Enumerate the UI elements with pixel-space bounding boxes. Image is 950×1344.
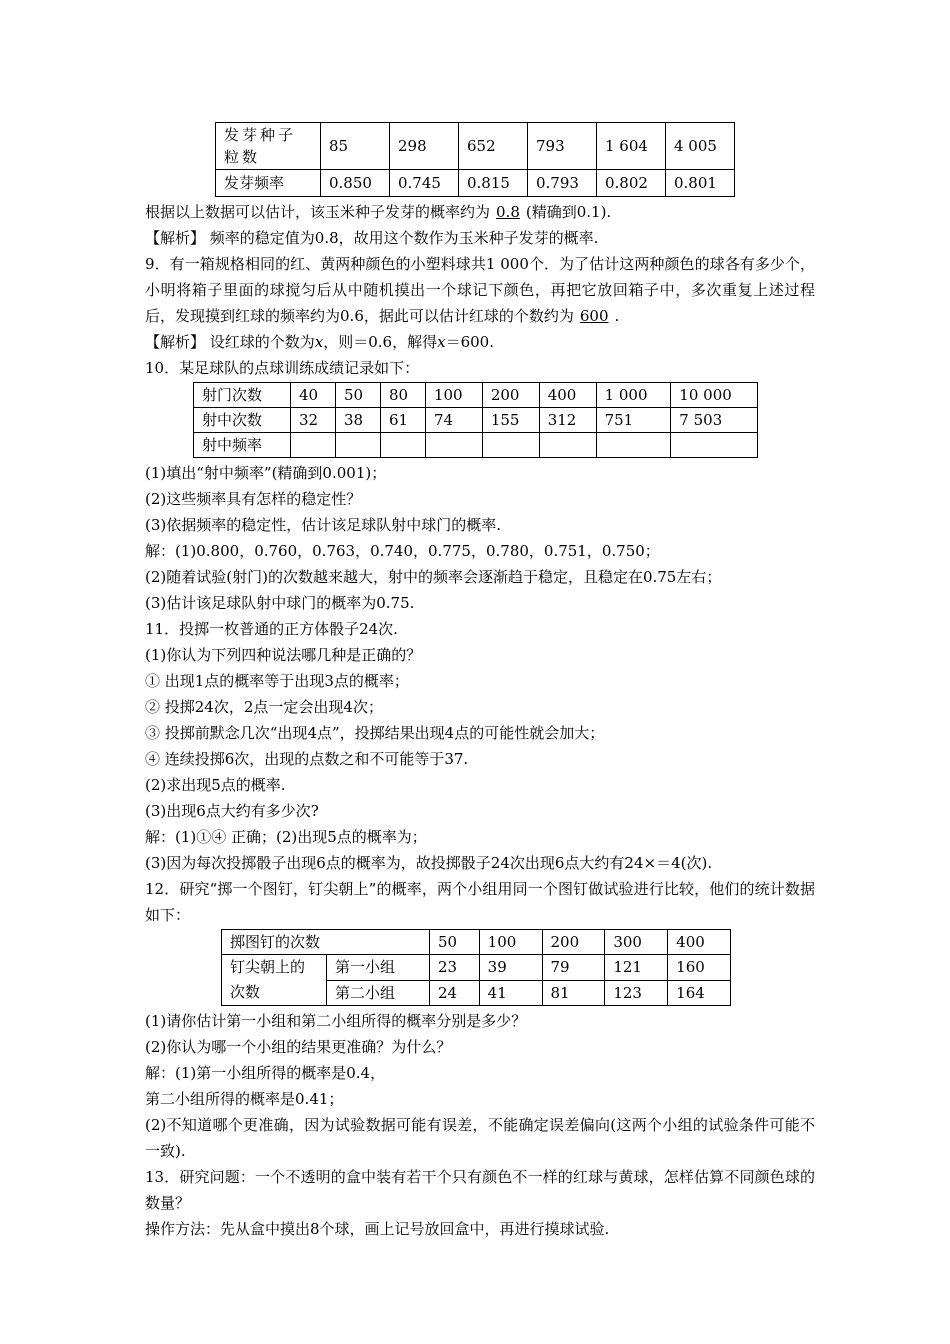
table-cell: 300 bbox=[605, 930, 668, 955]
text-line: ④ 连续投掷6次，出现的点数之和不可能等于37. bbox=[145, 750, 469, 768]
table-cell: 32 bbox=[291, 408, 336, 433]
question-12-intro: 12．研究“掷一个图钉，钉尖朝上”的概率，两个小组用同一个图钉做试验进行比较，他们的统计数据如下： bbox=[145, 880, 815, 924]
table-cell: 155 bbox=[482, 408, 539, 433]
table-cell: 61 bbox=[380, 408, 425, 433]
analysis-line: 【解析】 设红球的个数为x，则＝0.6，解得x＝600. bbox=[145, 333, 494, 351]
analysis-line: 【解析】 频率的稳定值为0.8，故用这个数作为玉米种子发芽的概率. bbox=[145, 229, 599, 247]
table-cell: 射门次数 bbox=[194, 383, 291, 408]
text-line: (2)求出现5点的概率. bbox=[145, 776, 286, 794]
table-row bbox=[222, 930, 731, 955]
text-line: 解：(1)第一小组所得的概率是0.4， bbox=[145, 1064, 386, 1082]
answer-blank: 0.8 bbox=[496, 203, 520, 221]
table-cell: 第一小组 bbox=[327, 955, 430, 981]
table-cell: 1 000 bbox=[596, 383, 671, 408]
text-line: (3)依据频率的稳定性，估计该足球队射中球门的概率. bbox=[145, 516, 502, 534]
table-cell: 74 bbox=[425, 408, 482, 433]
table-row bbox=[216, 170, 735, 197]
table-cell: 160 bbox=[668, 955, 731, 981]
thumbtack-table bbox=[221, 929, 731, 1006]
shooting-table bbox=[193, 382, 758, 458]
table-cell: 0.745 bbox=[390, 170, 459, 197]
question-13-intro: 13．研究问题：一个不透明的盒中装有若干个只有颜色不一样的红球与黄球，怎样估算不同颜色球的数量？ bbox=[145, 1168, 815, 1212]
table-cell: 400 bbox=[668, 930, 731, 955]
table-cell: 0.801 bbox=[666, 170, 735, 197]
table-row bbox=[194, 408, 758, 433]
table-cell bbox=[380, 433, 425, 458]
table-cell: 0.793 bbox=[528, 170, 597, 197]
question-9: 9．有一箱规格相同的红、黄两种颜色的小塑料球共1 000个．为了估计这两种颜色的球各有多少个，小明将箱子里面的球搅匀后从中随机摸出一个球记下颜色，再把它放回箱子中，多次重复上述过程后，发现摸到红球的频率约为0.6，据此可以估计红球的个数约为 600 . bbox=[145, 255, 815, 325]
table-row bbox=[216, 123, 735, 170]
germination-table bbox=[215, 122, 735, 197]
text-line: (2)这些频率具有怎样的稳定性？ bbox=[145, 490, 362, 508]
table-cell: 100 bbox=[425, 383, 482, 408]
table-cell: 发芽种子粒数 bbox=[216, 123, 321, 170]
table-cell: 7 503 bbox=[671, 408, 758, 433]
text-line: (2)随着试验(射门)的次数越来越大，射中的频率会逐渐趋于稳定，且稳定在0.75左右； bbox=[145, 568, 722, 586]
text-line: (2)你认为哪一个小组的结果更准确？为什么？ bbox=[145, 1038, 452, 1056]
table-cell bbox=[539, 433, 596, 458]
table-cell: 50 bbox=[430, 930, 480, 955]
table-cell bbox=[671, 433, 758, 458]
table-cell: 81 bbox=[542, 980, 605, 1006]
table-cell: 射中频率 bbox=[194, 433, 291, 458]
table-cell bbox=[291, 433, 336, 458]
table-cell: 第二小组 bbox=[327, 980, 430, 1006]
table-cell: 85 bbox=[321, 123, 390, 170]
text-line: (3)出现6点大约有多少次? bbox=[145, 802, 319, 820]
table-cell: 80 bbox=[380, 383, 425, 408]
table-cell bbox=[482, 433, 539, 458]
table-cell: 0.815 bbox=[459, 170, 528, 197]
table-cell: 0.850 bbox=[321, 170, 390, 197]
table-cell: 射中次数 bbox=[194, 408, 291, 433]
table-cell: 掷图钉的次数 bbox=[222, 930, 430, 955]
table-cell bbox=[596, 433, 671, 458]
text-line: ③ 投掷前默念几次“出现4点”，投掷结果出现4点的可能性就会加大； bbox=[145, 724, 605, 742]
table-row bbox=[194, 383, 758, 408]
text-line: (1)请你估计第一小组和第二小组所得的概率分别是多少？ bbox=[145, 1012, 527, 1030]
table-row bbox=[194, 433, 758, 458]
text-line: 操作方法：先从盒中摸出8个球，画上记号放回盒中，再进行摸球试验. bbox=[145, 1220, 610, 1238]
table-cell: 164 bbox=[668, 980, 731, 1006]
text-line: ① 出现1点的概率等于出现3点的概率； bbox=[145, 672, 409, 690]
table-cell: 652 bbox=[459, 123, 528, 170]
table-cell: 23 bbox=[430, 955, 480, 981]
text-line: (1)你认为下列四种说法哪几种是正确的？ bbox=[145, 646, 422, 664]
text-line: (3)估计该足球队射中球门的概率为0.75. bbox=[145, 594, 415, 612]
text-line: 解：(1)0.800，0.760，0.763，0.740，0.775，0.780，0.751，0.750； bbox=[145, 542, 660, 560]
table-cell: 1 604 bbox=[597, 123, 666, 170]
estimate-line: 根据以上数据可以估计，该玉米种子发芽的概率约为 0.8 (精确到0.1). bbox=[145, 203, 612, 221]
table-cell: 100 bbox=[479, 930, 542, 955]
text-line: 11．投掷一枚普通的正方体骰子24次. bbox=[145, 620, 398, 638]
table-cell: 121 bbox=[605, 955, 668, 981]
table-cell: 200 bbox=[542, 930, 605, 955]
table-cell: 123 bbox=[605, 980, 668, 1006]
table-cell: 38 bbox=[335, 408, 380, 433]
table-cell: 24 bbox=[430, 980, 480, 1006]
table-cell bbox=[425, 433, 482, 458]
table-cell: 79 bbox=[542, 955, 605, 981]
table-cell: 40 bbox=[291, 383, 336, 408]
table-cell: 10 000 bbox=[671, 383, 758, 408]
table-cell: 41 bbox=[479, 980, 542, 1006]
table-cell: 400 bbox=[539, 383, 596, 408]
text-paragraph: (2)不知道哪个更准确，因为试验数据可能有误差，不能确定误差偏向(这两个小组的试验条件可能不一致). bbox=[145, 1116, 815, 1160]
table-cell: 298 bbox=[390, 123, 459, 170]
table-cell: 793 bbox=[528, 123, 597, 170]
text-line: (3)因为每次投掷骰子出现6点的概率为，故投掷骰子24次出现6点大约有24×＝4(次). bbox=[145, 854, 713, 872]
table-cell: 0.802 bbox=[597, 170, 666, 197]
table-row bbox=[222, 955, 731, 981]
table-cell: 200 bbox=[482, 383, 539, 408]
table-cell: 312 bbox=[539, 408, 596, 433]
text-line: ② 投掷24次，2点一定会出现4次； bbox=[145, 698, 383, 716]
document-page bbox=[145, 122, 815, 1242]
question-10-title: 10．某足球队的点球训练成绩记录如下： bbox=[145, 359, 420, 377]
text-line: 解：(1)①④ 正确；(2)出现5点的概率为； bbox=[145, 828, 427, 846]
table-cell: 50 bbox=[335, 383, 380, 408]
table-cell: 751 bbox=[596, 408, 671, 433]
table-cell: 钉尖朝上的次数 bbox=[222, 955, 327, 1006]
table-cell: 4 005 bbox=[666, 123, 735, 170]
text-line: 第二小组所得的概率是0.41； bbox=[145, 1090, 344, 1108]
table-cell: 发芽频率 bbox=[216, 170, 321, 197]
answer-blank: 600 bbox=[579, 307, 609, 325]
text-line: (1)填出“射中频率”(精确到0.001)； bbox=[145, 464, 387, 482]
table-cell bbox=[335, 433, 380, 458]
table-cell: 39 bbox=[479, 955, 542, 981]
